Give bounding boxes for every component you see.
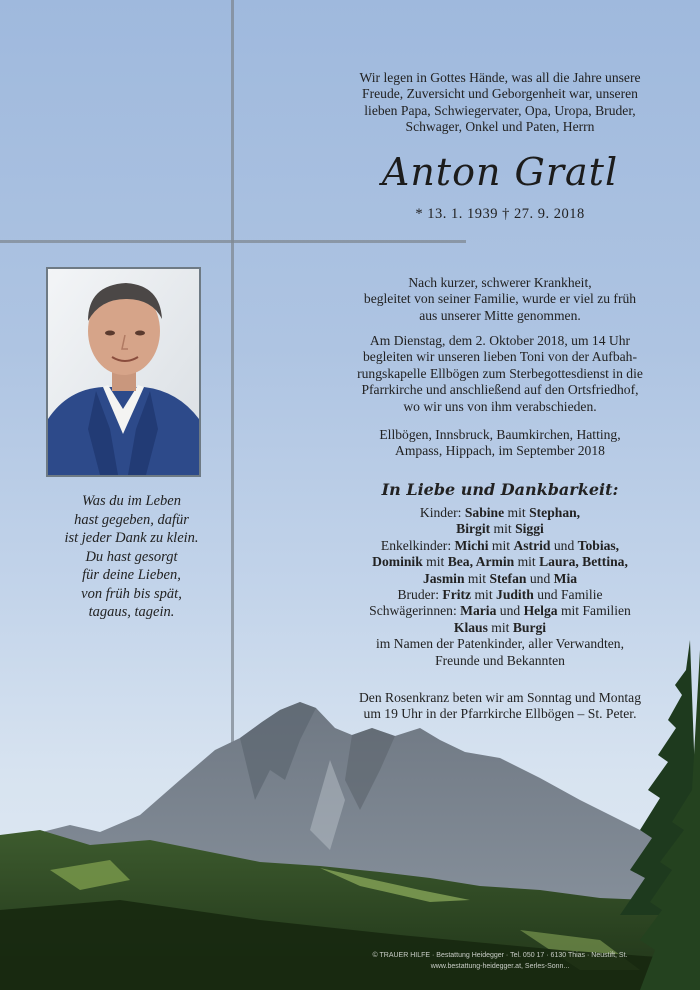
cross-horizontal-beam	[0, 240, 466, 243]
intro-line: lieben Papa, Schwiegervater, Opa, Uropa, Bruder,	[364, 102, 636, 118]
family-list	[330, 505, 670, 669]
intro-line: Freude, Zuversicht und Geborgenheit war, unseren	[362, 86, 638, 102]
quote-line: ist jeder Dank zu klein.	[64, 530, 199, 546]
text-line: wo wir uns von ihm verabschieden.	[403, 398, 597, 414]
intro-text	[330, 70, 670, 136]
portrait-photo	[46, 267, 201, 477]
announcement-paragraph-1	[330, 275, 670, 324]
family-line-sisters-in-law-2: Klaus mit Burgi	[453, 619, 547, 635]
family-line-children: Kinder: Sabine mit Stephan,	[419, 505, 581, 520]
text-line: begleiten wir unseren lieben Toni von der Aufbah-	[363, 349, 637, 365]
quote-line: tagaus, tagein.	[88, 604, 175, 620]
family-line-children-2: Birgit mit Siggi	[456, 521, 544, 537]
family-line-grandchildren-3: Jasmin mit Stefan und Mia	[422, 570, 578, 586]
deceased-name: Anton Gratl	[381, 150, 619, 194]
text-line: rungskapelle Ellbögen zum Sterbegottesdienst in die	[357, 365, 643, 381]
portrait-image	[48, 269, 199, 475]
announcement-paragraph-2	[330, 333, 670, 415]
text-line: Den Rosenkranz beten wir am Sonntag und Montag	[358, 690, 641, 705]
family-line-grandchildren: Enkelkinder: Michi mit Astrid und Tobias,	[380, 537, 620, 553]
text-line: Ellbögen, Innsbruck, Baumkirchen, Hatting,	[379, 427, 621, 442]
family-line-godchildren: im Namen der Patenkinder, aller Verwandten,	[376, 636, 624, 652]
thanks-heading: In Liebe und Dankbarkeit:	[381, 480, 619, 499]
quote-line: von früh bis spät,	[81, 585, 182, 602]
footer-credit	[330, 950, 670, 972]
text-line: Am Dienstag, dem 2. Oktober 2018, um 14 Uhr	[369, 333, 631, 348]
family-line-sisters-in-law: Schwägerinnen: Maria und Helga mit Familien	[369, 603, 631, 619]
text-line: Pfarrkirche und anschließend auf den Ortsfriedhof,	[361, 382, 639, 398]
quote-line: Was du im Leben	[82, 493, 181, 509]
quote-line: hast gegeben, dafür	[74, 511, 189, 528]
announcement-paragraph-3	[330, 427, 670, 460]
text-line: aus unserer Mitte genommen.	[419, 307, 581, 323]
family-line-brother: Bruder: Fritz mit Judith und Familie	[397, 587, 603, 603]
intro-line: Wir legen in Gottes Hände, was all die Jahre unsere	[359, 70, 641, 85]
rosary-notice	[330, 690, 670, 723]
text-line: begleitet von seiner Familie, wurde er viel zu früh	[363, 291, 637, 307]
life-dates: * 13. 1. 1939 † 27. 9. 2018	[415, 206, 585, 222]
footer-line: © TRAUER HILFE · Bestattung Heidegger · Tel. 050 17 · 6130 Thias · Neustift, St.	[372, 952, 628, 959]
quote-line: für deine Lieben,	[82, 567, 181, 583]
quote-line: Du hast gesorgt	[85, 548, 178, 565]
text-line: Nach kurzer, schwerer Krankheit,	[408, 275, 592, 290]
family-line-friends: Freunde und Bekannten	[435, 652, 565, 668]
family-line-grandchildren-2: Dominik mit Bea, Armin mit Laura, Bettina,	[372, 554, 628, 570]
memorial-quote	[40, 492, 223, 622]
text-line: Ampass, Hippach, im September 2018	[395, 443, 605, 459]
intro-line: Schwager, Onkel und Paten, Herrn	[405, 119, 595, 135]
text-line: um 19 Uhr in der Pfarrkirche Ellbögen – St. Peter.	[363, 706, 637, 722]
footer-line: www.bestattung-heidegger.at, Serles-Sonn...	[430, 963, 570, 970]
